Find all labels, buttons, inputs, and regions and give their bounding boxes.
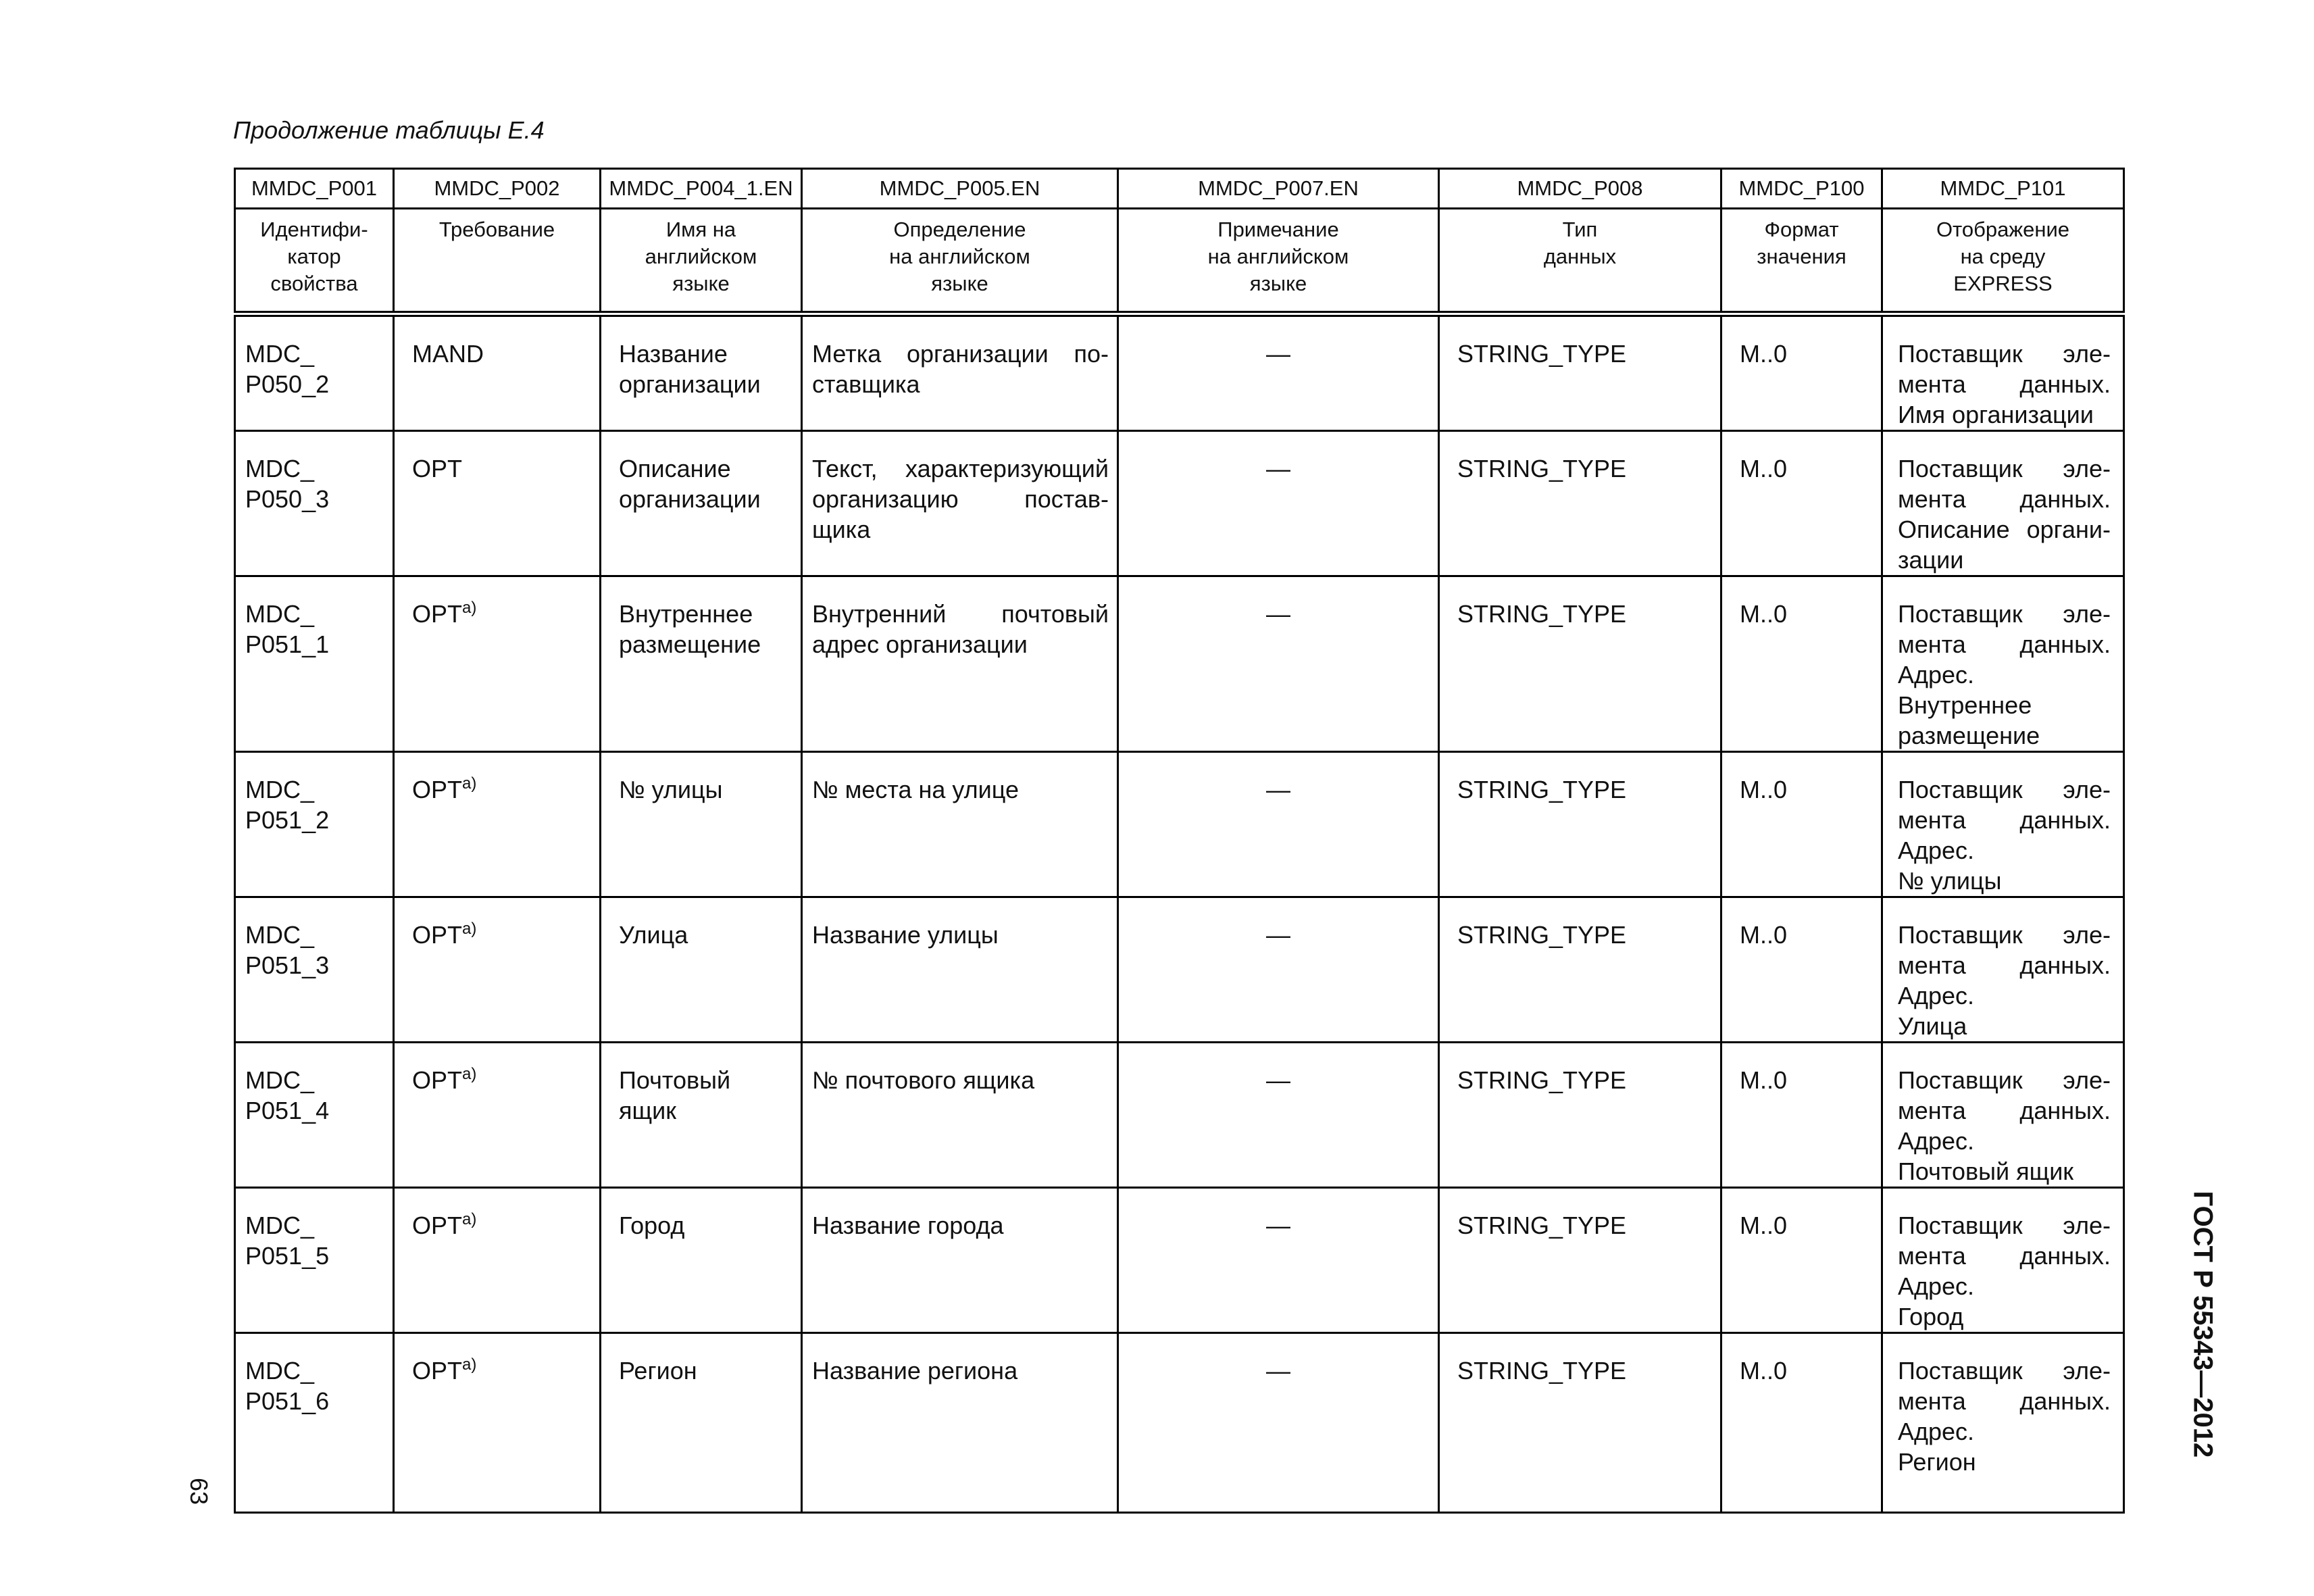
cell-line: Адрес. <box>1898 661 1975 689</box>
cell-line: Имя организации <box>1898 401 2094 428</box>
header-line: на среду <box>1960 245 2046 268</box>
code-cell: MMDC_P001 <box>235 169 394 209</box>
requirement-value: OPT <box>412 1357 463 1385</box>
cell-line: Текст, характеризующий <box>812 455 1109 482</box>
requirement-value: MAND <box>412 340 484 368</box>
format-cell: M..0 <box>1721 752 1882 897</box>
cell-line: Регион <box>619 1357 697 1385</box>
header-cell <box>1721 209 1882 314</box>
express-mapping-cell <box>1882 576 2124 752</box>
table-row <box>235 1043 2124 1188</box>
format-cell: M..0 <box>1721 1333 1882 1513</box>
cell-line: P051_6 <box>245 1387 330 1415</box>
cell-line: MDC_ <box>245 776 315 803</box>
header-line: свойства <box>270 272 358 295</box>
requirement-cell <box>394 1188 601 1333</box>
cell-line: Город <box>1898 1303 1964 1330</box>
data-type-cell: STRING_TYPE <box>1439 1043 1721 1188</box>
property-id-cell <box>235 576 394 752</box>
header-cell <box>1882 209 2124 314</box>
header-line: Требование <box>438 218 555 241</box>
header-line: английском <box>645 245 757 268</box>
requirement-cell <box>394 752 601 897</box>
property-id-cell <box>235 431 394 576</box>
format-cell: M..0 <box>1721 576 1882 752</box>
header-line: данных <box>1543 245 1617 268</box>
express-mapping-cell <box>1882 431 2124 576</box>
header-line: на английском <box>1207 245 1349 268</box>
cell-line: Город <box>619 1212 685 1239</box>
cell-line: Название улицы <box>812 921 999 949</box>
cell-line: P050_3 <box>245 485 330 513</box>
header-line: Отображение <box>1936 218 2070 241</box>
header-line: Имя на <box>665 218 736 241</box>
property-id-cell <box>235 1043 394 1188</box>
cell-line: Внутреннее <box>1898 691 2032 719</box>
name-cell <box>601 576 802 752</box>
cell-line: Поставщик эле- <box>1898 600 2111 628</box>
cell-line: Поставщик эле- <box>1898 1357 2111 1385</box>
requirement-cell <box>394 1333 601 1513</box>
header-line: языке <box>931 272 988 295</box>
footnote-marker: а) <box>462 1355 477 1374</box>
table-row <box>235 1188 2124 1333</box>
note-cell: — <box>1118 897 1439 1043</box>
requirement-value: OPT <box>412 455 463 482</box>
table-caption: Продолжение таблицы E.4 <box>233 116 545 144</box>
data-type-cell: STRING_TYPE <box>1439 1333 1721 1513</box>
cell-line: Почтовый ящик <box>1898 1157 2074 1185</box>
cell-line: Поставщик эле- <box>1898 776 2111 803</box>
cell-line: MDC_ <box>245 455 315 482</box>
cell-line: № почтового ящика <box>812 1066 1035 1094</box>
header-line: катор <box>287 245 341 268</box>
code-cell: MMDC_P002 <box>394 169 601 209</box>
cell-line: мента данных. <box>1898 951 2111 979</box>
header-cell <box>802 209 1118 314</box>
table-row <box>235 897 2124 1043</box>
note-cell: — <box>1118 431 1439 576</box>
express-mapping-cell <box>1882 752 2124 897</box>
requirement-value: OPT <box>412 1212 463 1239</box>
cell-line: MDC_ <box>245 600 315 628</box>
cell-line: зации <box>1898 546 1964 574</box>
cell-line: P051_1 <box>245 630 330 658</box>
cell-line: MDC_ <box>245 1212 315 1239</box>
header-line: Примечание <box>1217 218 1339 241</box>
cell-line: Адрес. <box>1898 837 1975 864</box>
definition-cell <box>802 897 1118 1043</box>
cell-line: Улица <box>1898 1012 1967 1040</box>
cell-line: Поставщик эле- <box>1898 1212 2111 1239</box>
cell-line: Описание <box>619 455 731 482</box>
properties-table <box>234 168 2125 1514</box>
footnote-marker: а) <box>462 920 477 938</box>
cell-line: Поставщик эле- <box>1898 455 2111 482</box>
cell-line: Поставщик эле- <box>1898 1066 2111 1094</box>
definition-cell <box>802 1043 1118 1188</box>
name-cell <box>601 897 802 1043</box>
footnote-marker: а) <box>462 599 477 617</box>
requirement-value: OPT <box>412 776 463 803</box>
cell-line: ставщика <box>812 370 920 398</box>
express-mapping-cell <box>1882 1043 2124 1188</box>
header-cell <box>1118 209 1439 314</box>
cell-line: Внутреннее <box>619 600 753 628</box>
footnote-marker: а) <box>462 1210 477 1228</box>
header-line: Тип <box>1562 218 1598 241</box>
cell-line: организации <box>619 485 761 513</box>
cell-line: мента данных. <box>1898 370 2111 398</box>
cell-line: MDC_ <box>245 1357 315 1385</box>
requirement-value: OPT <box>412 921 463 949</box>
header-line: Формат <box>1764 218 1839 241</box>
express-mapping-cell <box>1882 897 2124 1043</box>
name-cell <box>601 1333 802 1513</box>
code-cell: MMDC_P004_1.EN <box>601 169 802 209</box>
definition-cell <box>802 431 1118 576</box>
cell-line: Почтовый <box>619 1066 731 1094</box>
data-type-cell: STRING_TYPE <box>1439 897 1721 1043</box>
data-type-cell: STRING_TYPE <box>1439 752 1721 897</box>
cell-line: Название региона <box>812 1357 1018 1385</box>
express-mapping-cell <box>1882 1333 2124 1513</box>
property-id-cell <box>235 314 394 431</box>
table-row <box>235 752 2124 897</box>
code-cell: MMDC_P007.EN <box>1118 169 1439 209</box>
cell-line: Внутренний почтовый <box>812 600 1109 628</box>
property-id-cell <box>235 897 394 1043</box>
requirement-cell <box>394 314 601 431</box>
express-mapping-cell <box>1882 314 2124 431</box>
cell-line: Название города <box>812 1212 1004 1239</box>
table-row <box>235 1333 2124 1513</box>
express-mapping-cell <box>1882 1188 2124 1333</box>
cell-line: MDC_ <box>245 1066 315 1094</box>
definition-cell <box>802 576 1118 752</box>
header-cell <box>394 209 601 314</box>
data-type-cell: STRING_TYPE <box>1439 314 1721 431</box>
note-cell: — <box>1118 752 1439 897</box>
cell-line: адрес организации <box>812 630 1028 658</box>
cell-line: организации <box>619 370 761 398</box>
header-line: Идентифи- <box>260 218 368 241</box>
footnote-marker: а) <box>462 1065 477 1083</box>
footnote-marker: а) <box>462 774 477 793</box>
requirement-cell <box>394 431 601 576</box>
code-cell: MMDC_P005.EN <box>802 169 1118 209</box>
cell-line: мента данных. <box>1898 630 2111 658</box>
cell-line: Адрес. <box>1898 1418 1975 1445</box>
code-cell: MMDC_P008 <box>1439 169 1721 209</box>
name-cell <box>601 1043 802 1188</box>
code-row <box>235 169 2124 209</box>
requirement-value: OPT <box>412 600 463 628</box>
cell-line: мента данных. <box>1898 806 2111 834</box>
page-number: 63 <box>185 1477 213 1505</box>
cell-line: MDC_ <box>245 921 315 949</box>
note-cell: — <box>1118 1188 1439 1333</box>
code-cell: MMDC_P101 <box>1882 169 2124 209</box>
format-cell: M..0 <box>1721 431 1882 576</box>
cell-line: P051_2 <box>245 806 330 834</box>
cell-line: мента данных. <box>1898 1242 2111 1270</box>
cell-line: Регион <box>1898 1448 1976 1476</box>
header-line: языке <box>1249 272 1307 295</box>
property-id-cell <box>235 1333 394 1513</box>
cell-line: Метка организации по- <box>812 340 1109 368</box>
definition-cell <box>802 314 1118 431</box>
cell-line: P050_2 <box>245 370 330 398</box>
definition-cell <box>802 1188 1118 1333</box>
cell-line: Описание органи- <box>1898 516 2111 543</box>
format-cell: M..0 <box>1721 897 1882 1043</box>
cell-line: мента данных. <box>1898 1097 2111 1124</box>
table-body <box>235 169 2124 1513</box>
requirement-cell <box>394 897 601 1043</box>
code-cell: MMDC_P100 <box>1721 169 1882 209</box>
note-cell: — <box>1118 1333 1439 1513</box>
data-type-cell: STRING_TYPE <box>1439 431 1721 576</box>
data-type-cell: STRING_TYPE <box>1439 1188 1721 1333</box>
requirement-cell <box>394 576 601 752</box>
cell-line: Адрес. <box>1898 1127 1975 1155</box>
cell-line: Улица <box>619 921 688 949</box>
cell-line: организацию постав- <box>812 485 1109 513</box>
header-row <box>235 209 2124 314</box>
cell-line: Адрес. <box>1898 982 1975 1009</box>
header-line: на английском <box>889 245 1030 268</box>
header-line: EXPRESS <box>1953 272 2053 295</box>
table-row <box>235 314 2124 431</box>
header-cell <box>601 209 802 314</box>
cell-line: Поставщик эле- <box>1898 921 2111 949</box>
requirement-cell <box>394 1043 601 1188</box>
cell-line: MDC_ <box>245 340 315 368</box>
cell-line: Название <box>619 340 728 368</box>
cell-line: Поставщик эле- <box>1898 340 2111 368</box>
cell-line: P051_4 <box>245 1097 330 1124</box>
name-cell <box>601 314 802 431</box>
name-cell <box>601 1188 802 1333</box>
name-cell <box>601 752 802 897</box>
table-row <box>235 576 2124 752</box>
cell-line: размещение <box>1898 722 2040 749</box>
name-cell <box>601 431 802 576</box>
cell-line: ящик <box>619 1097 676 1124</box>
cell-line: № улицы <box>619 776 723 803</box>
cell-line: мента данных. <box>1898 485 2111 513</box>
note-cell: — <box>1118 314 1439 431</box>
format-cell: M..0 <box>1721 1043 1882 1188</box>
cell-line: Адрес. <box>1898 1272 1975 1300</box>
format-cell: M..0 <box>1721 314 1882 431</box>
note-cell: — <box>1118 576 1439 752</box>
cell-line: мента данных. <box>1898 1387 2111 1415</box>
header-line: значения <box>1757 245 1846 268</box>
property-id-cell <box>235 752 394 897</box>
cell-line: № места на улице <box>812 776 1019 803</box>
header-cell <box>1439 209 1721 314</box>
cell-line: P051_3 <box>245 951 330 979</box>
requirement-value: OPT <box>412 1066 463 1094</box>
cell-line: P051_5 <box>245 1242 330 1270</box>
header-line: языке <box>672 272 730 295</box>
cell-line: № улицы <box>1898 867 2002 895</box>
format-cell: M..0 <box>1721 1188 1882 1333</box>
cell-line: щика <box>812 516 871 543</box>
definition-cell <box>802 1333 1118 1513</box>
note-cell: — <box>1118 1043 1439 1188</box>
document-code: ГОСТ Р 55343—2012 <box>2188 1191 2218 1458</box>
table-row <box>235 431 2124 576</box>
header-cell <box>235 209 394 314</box>
property-id-cell <box>235 1188 394 1333</box>
data-type-cell: STRING_TYPE <box>1439 576 1721 752</box>
cell-line: размещение <box>619 630 761 658</box>
header-line: Определение <box>893 218 1026 241</box>
definition-cell <box>802 752 1118 897</box>
